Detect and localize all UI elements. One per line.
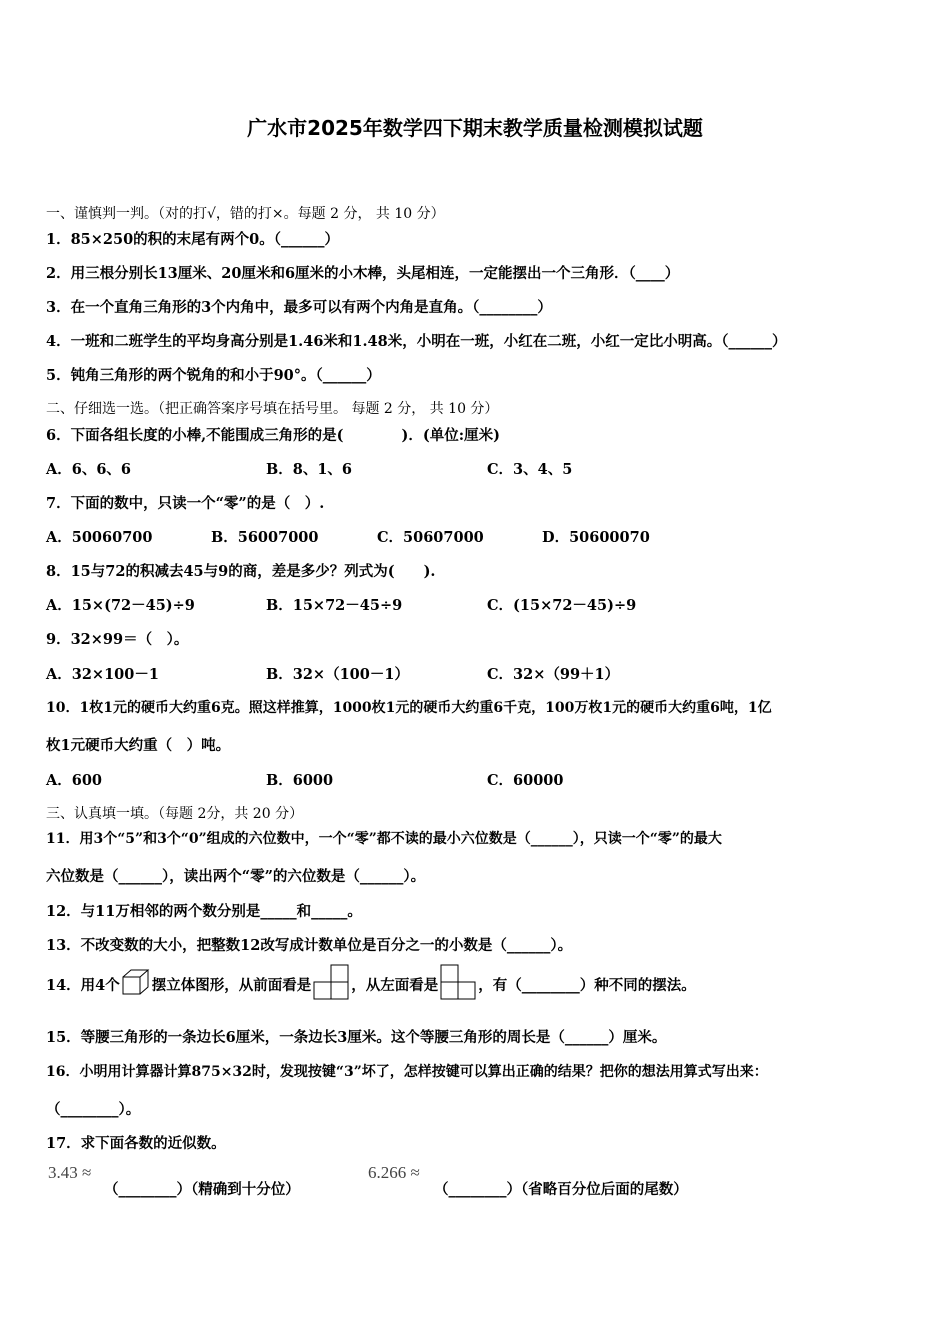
q17-expr-b: 6.266 ≈ <box>368 1163 420 1182</box>
q17-blank-a: （________）（精确到十分位） <box>104 1181 300 1198</box>
section-3-heading: 三、认真填一填。（每题 2分，共 20 分） <box>46 806 304 822</box>
q9-option-b: B．32×（100－1） <box>266 666 409 683</box>
question-10-line-1: 10．1枚1元的硬币大约重6克。照这样推算，1000枚1元的硬币大约重6千克，100万枚1元的硬币大约重6吨，1亿 <box>46 700 772 716</box>
q7-option-a: A．50060700 <box>46 529 153 546</box>
q8-option-b: B．15×72－45÷9 <box>266 597 403 614</box>
q7-option-c: C．50607000 <box>377 529 484 546</box>
q10-option-c: C．60000 <box>487 772 564 789</box>
q7-option-d: D．50600070 <box>542 529 650 546</box>
question-3: 3．在一个直角三角形的3个内角中，最多可以有两个内角是直角。（________） <box>46 299 552 316</box>
front-view-icon <box>313 964 349 1004</box>
question-9: 9．32×99＝（ ）。 <box>46 631 189 648</box>
question-11-line-2: 六位数是（______），读出两个“零”的六位数是（______）。 <box>46 868 426 885</box>
q7-option-b: B．56007000 <box>211 529 319 546</box>
question-15: 15．等腰三角形的一条边长6厘米，一条边长3厘米。这个等腰三角形的周长是（______）厘米。 <box>46 1029 667 1046</box>
q9-option-a: A．32×100－1 <box>46 666 159 683</box>
section-1-heading: 一、谨慎判一判。（对的打√，错的打×。每题 2 分， 共 10 分） <box>46 206 445 222</box>
q9-option-c: C．32×（99＋1） <box>487 666 620 683</box>
q6-option-b: B．8、1、6 <box>266 461 353 478</box>
question-7: 7．下面的数中，只读一个“零”的是（ ）. <box>46 495 325 512</box>
q14-text-3: ，从左面看是 <box>351 976 439 994</box>
question-13: 13．不改变数的大小，把整数12改写成计数单位是百分之一的小数是（______）。 <box>46 937 573 954</box>
page-title: 广水市2025年数学四下期末教学质量检测模拟试题 <box>247 116 703 140</box>
question-6: 6．下面各组长度的小棒,不能围成三角形的是( )．(单位:厘米) <box>46 427 500 444</box>
q14-text-1: 14．用4个 <box>46 976 120 994</box>
question-11-line-1: 11．用3个“5”和3个“0”组成的六位数中，一个“零”都不读的最小六位数是（______），只读一个“零”的最大 <box>46 831 722 847</box>
left-view-icon <box>440 964 476 1004</box>
question-4: 4．一班和二班学生的平均身高分别是1.46米和1.48米，小明在一班，小红在二班，小红一定比小明高。（______） <box>46 333 787 350</box>
question-17: 17．求下面各数的近似数。 <box>46 1135 226 1152</box>
question-12: 12．与11万相邻的两个数分别是_____和_____。 <box>46 903 362 920</box>
q6-option-c: C．3、4、5 <box>487 461 573 478</box>
question-16-line-1: 16．小明用计算器计算875×32时，发现按键“3”坏了，怎样按键可以算出正确的结果？把你的想法用算式写出来： <box>46 1064 768 1080</box>
question-1: 1．85×250的积的末尾有两个0。（______） <box>46 231 340 248</box>
q14-text-4: ，有（________）种不同的摆法。 <box>478 976 696 994</box>
q14-text-2: 摆立体图形，从前面看是 <box>151 976 312 994</box>
question-5: 5．钝角三角形的两个锐角的和小于90°。（______） <box>46 367 381 384</box>
q10-option-b: B．6000 <box>266 772 334 789</box>
question-10-line-2: 枚1元硬币大约重（ ）吨。 <box>46 737 231 754</box>
q17-expr-a: 3.43 ≈ <box>48 1163 92 1182</box>
question-2: 2．用三根分别长13厘米、20厘米和6厘米的小木棒，头尾相连，一定能摆出一个三角形．（____） <box>46 265 680 282</box>
question-8: 8．15与72的积减去45与9的商，差是多少？列式为( ). <box>46 563 436 580</box>
section-2-heading: 二、仔细选一选。（把正确答案序号填在括号里。 每题 2 分， 共 10 分） <box>46 401 499 417</box>
q6-option-a: A．6、6、6 <box>46 461 132 478</box>
question-16-line-2: （________）。 <box>46 1101 141 1118</box>
question-14 <box>46 966 696 1002</box>
q8-option-a: A．15×(72－45)÷9 <box>46 597 195 614</box>
cube-icon <box>122 969 150 999</box>
q10-option-a: A．600 <box>46 772 103 789</box>
q17-blank-b: （________）（省略百分位后面的尾数） <box>434 1181 688 1198</box>
q8-option-c: C．(15×72－45)÷9 <box>487 597 637 614</box>
